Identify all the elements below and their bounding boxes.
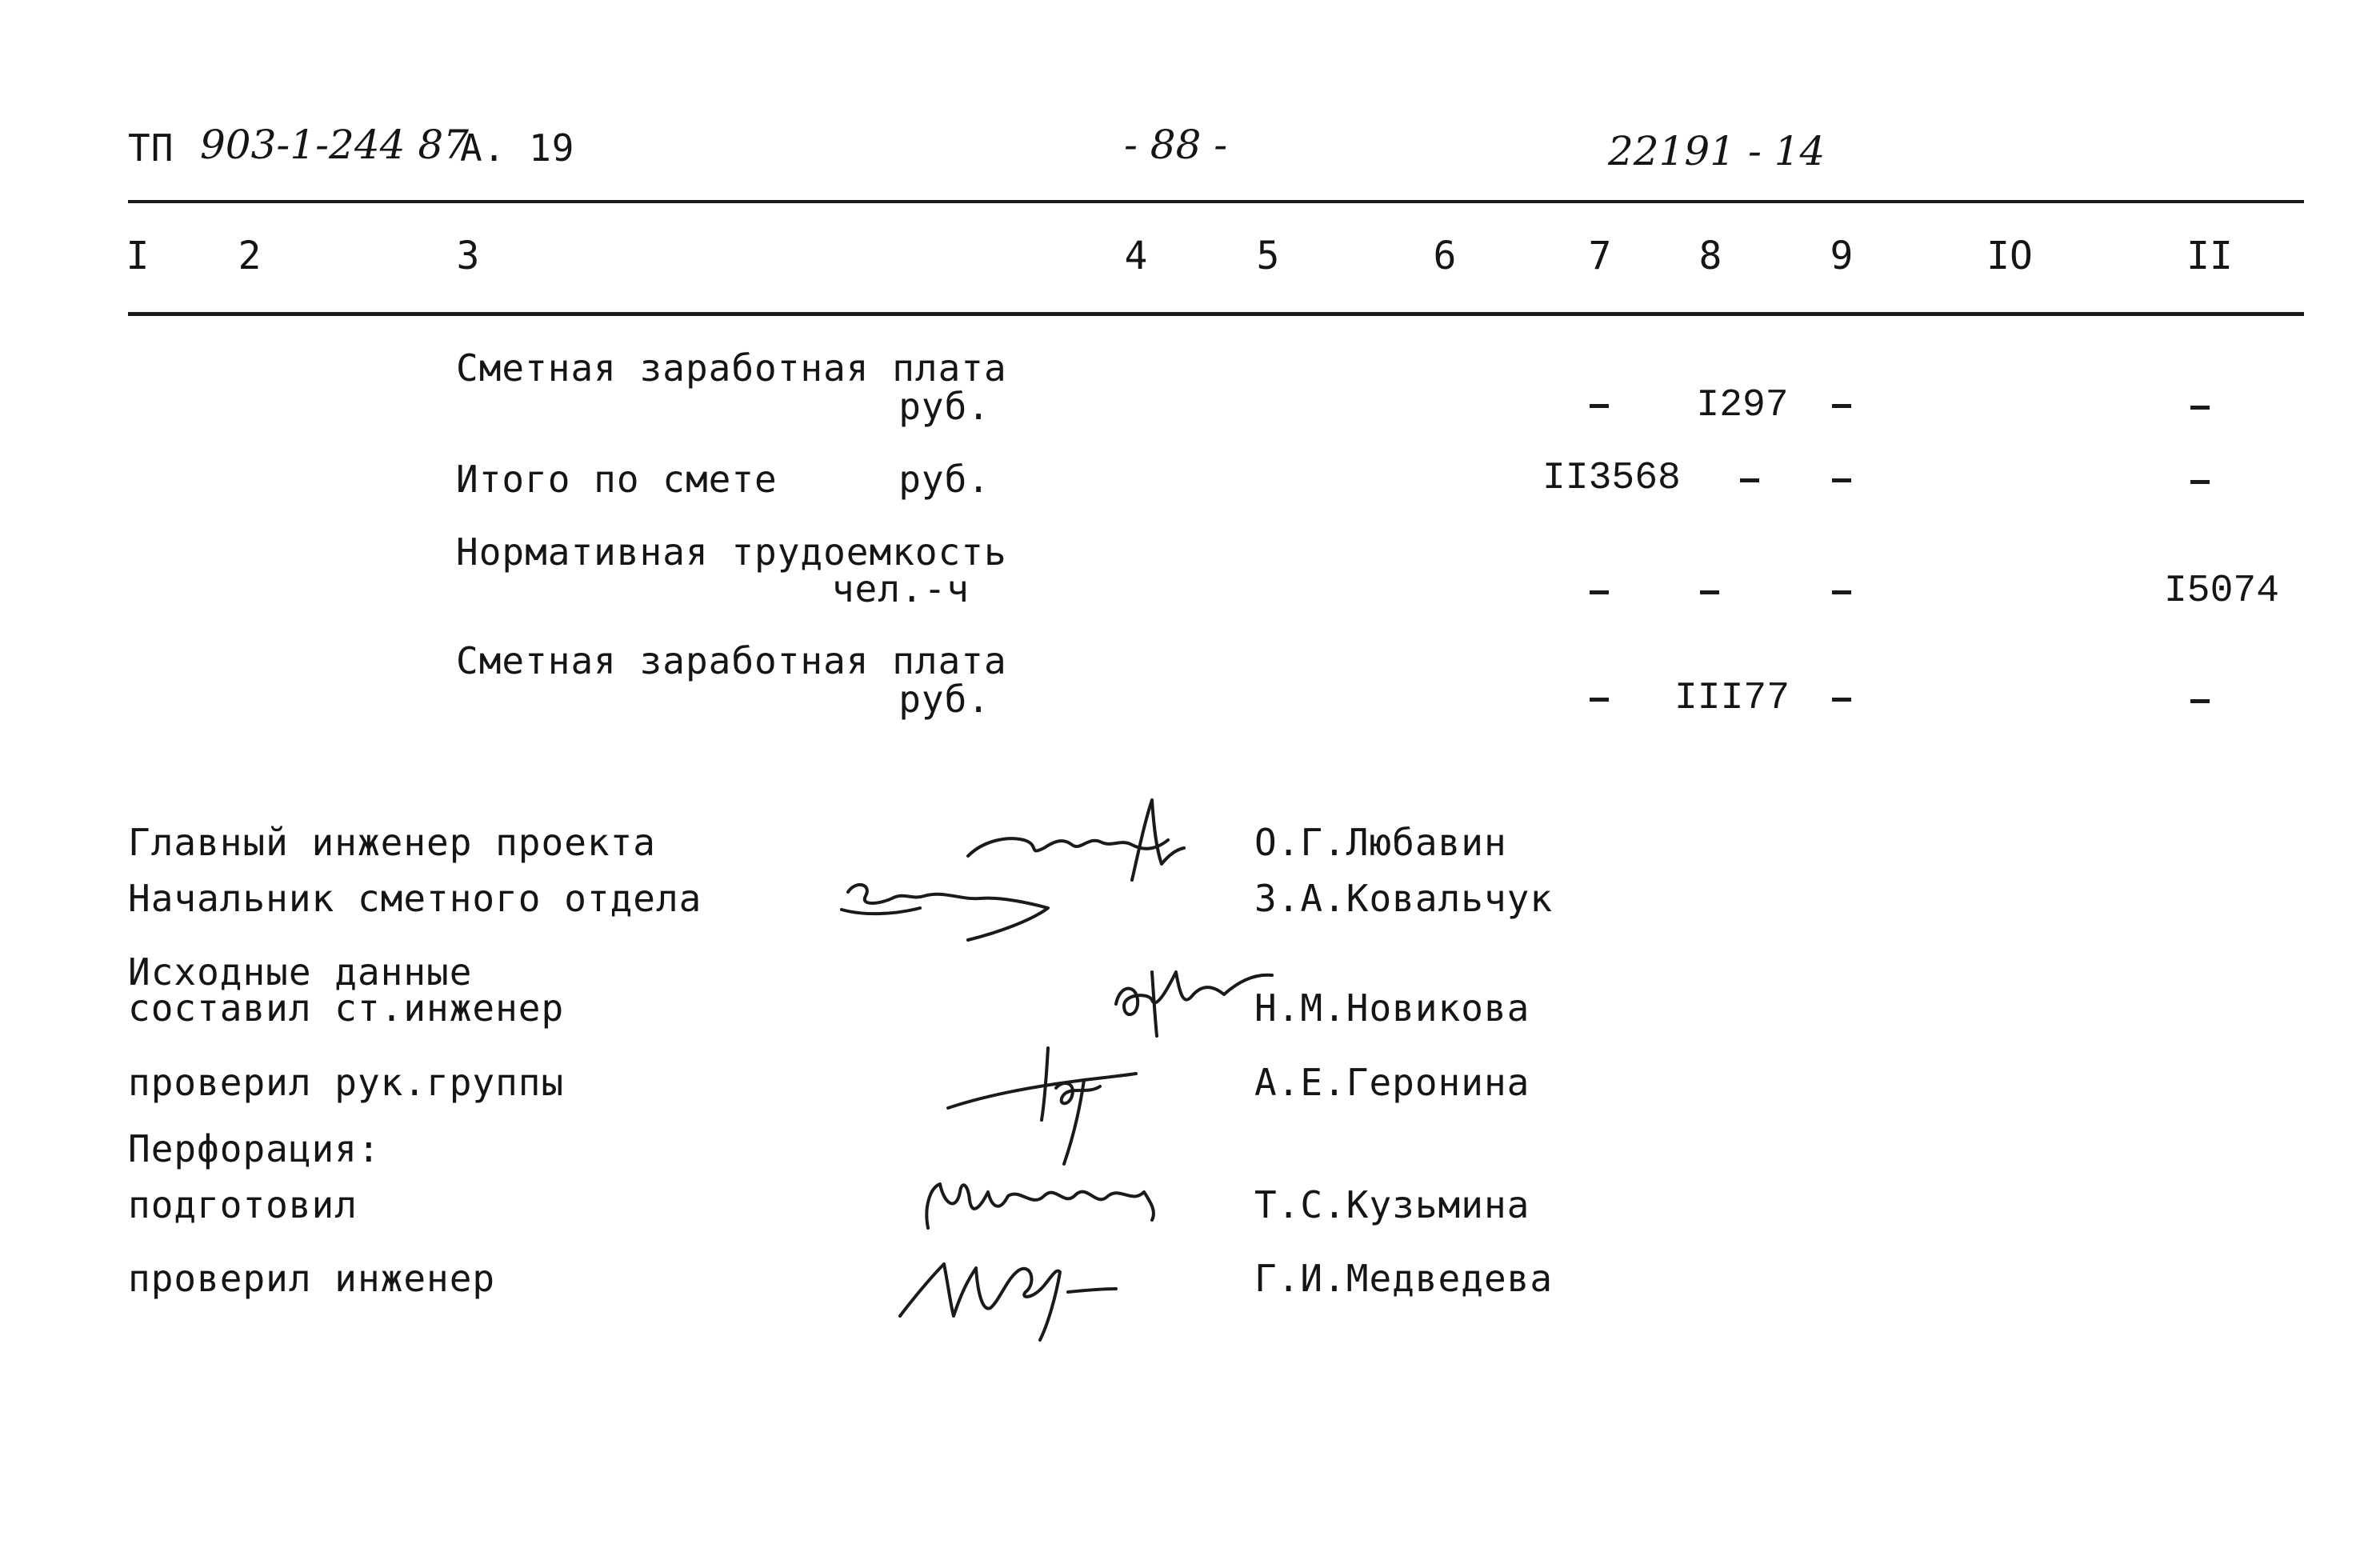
row-unit: руб. xyxy=(898,678,990,721)
signature-kovalchuk xyxy=(832,860,1072,948)
header-bottom-rule xyxy=(128,312,2304,316)
cell-dash xyxy=(1590,698,1609,702)
column-number: 7 xyxy=(1588,234,1612,278)
cell-dash xyxy=(1590,590,1609,594)
role-prepared: подготовил xyxy=(128,1183,358,1226)
row-unit: руб. xyxy=(898,385,990,428)
cell-dash xyxy=(1832,478,1851,482)
signature-medvedeva xyxy=(888,1236,1128,1348)
cell-dash xyxy=(1740,478,1759,482)
column-number: 6 xyxy=(1433,234,1457,278)
row-label: Нормативная трудоемкость xyxy=(456,530,1007,574)
cell-value: I5074 xyxy=(2164,570,2280,613)
column-number: 9 xyxy=(1830,234,1854,278)
column-number: 3 xyxy=(456,234,480,278)
role-checked-group-head: проверил рук.группы xyxy=(128,1061,565,1104)
cell-dash xyxy=(1590,404,1609,408)
cell-value: IIІ77 xyxy=(1674,677,1790,720)
doc-prefix: ТП xyxy=(128,126,174,170)
column-number: 4 xyxy=(1124,234,1148,278)
column-number: I xyxy=(126,234,150,278)
name-lyubavin: О.Г.Любавин xyxy=(1254,821,1507,864)
role-source-data: Исходные данные xyxy=(128,950,473,994)
role-estimate-head: Начальник сметного отдела xyxy=(128,877,702,920)
column-number: II xyxy=(2186,234,2233,278)
cell-dash xyxy=(1832,590,1851,594)
name-medvedeva: Г.И.Медведева xyxy=(1254,1257,1554,1300)
cell-dash xyxy=(2190,699,2210,703)
name-novikova: Н.М.Новикова xyxy=(1254,986,1530,1030)
role-chief-engineer: Главный инженер проекта xyxy=(128,821,656,864)
inventory-number: 22191 - 14 xyxy=(1608,128,1826,174)
role-perforation: Перфорация: xyxy=(128,1127,381,1170)
row-label: Сметная заработная плата xyxy=(456,639,1007,682)
page-number: - 88 - xyxy=(1124,122,1228,168)
role-checked-engineer: проверил инженер xyxy=(128,1257,496,1300)
column-number: IO xyxy=(1986,234,2033,278)
name-kovalchuk: З.А.Ковальчук xyxy=(1254,877,1554,920)
cell-dash xyxy=(2190,480,2210,484)
row-unit: чел.-ч xyxy=(831,567,970,610)
doc-album: А. 19 xyxy=(460,126,575,170)
top-rule xyxy=(128,200,2304,203)
signature-geronina xyxy=(936,1032,1152,1168)
row-label: Сметная заработная плата xyxy=(456,346,1007,390)
cell-dash xyxy=(1832,698,1851,702)
signature-novikova xyxy=(1104,956,1280,1044)
role-compiled-by: составил ст.инженер xyxy=(128,986,565,1030)
cell-dash xyxy=(2190,406,2210,410)
column-number: 5 xyxy=(1256,234,1280,278)
column-number: 2 xyxy=(238,234,262,278)
row-unit: руб. xyxy=(898,458,990,501)
signature-kuzmina xyxy=(912,1164,1168,1244)
name-geronina: А.Е.Геронина xyxy=(1254,1061,1530,1104)
cell-dash xyxy=(1832,404,1851,408)
name-kuzmina: Т.С.Кузьмина xyxy=(1254,1183,1530,1226)
cell-value: II3568 xyxy=(1542,457,1681,500)
cell-value: I297 xyxy=(1696,384,1789,427)
row-label: Итого по смете xyxy=(456,458,778,501)
column-number: 8 xyxy=(1698,234,1722,278)
cell-dash xyxy=(1700,590,1719,594)
doc-code: 903-1-244 87 xyxy=(200,122,469,168)
